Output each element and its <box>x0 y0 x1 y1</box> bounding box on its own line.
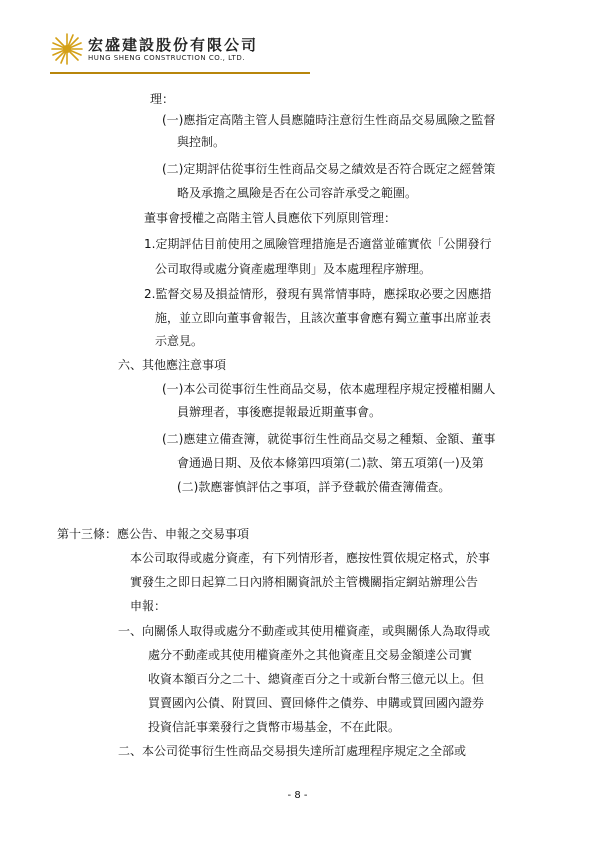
text-line: 施，並立即向董事會報告，且該次董事會應有獨立董事出席並表 <box>155 311 492 325</box>
text-line: 會通過日期、及依本條第四項第(二)款、第五項第(一)及第 <box>177 456 484 470</box>
text-line: (二)款應審慎評估之事項，詳予登載於備查簿備查。 <box>177 480 451 494</box>
text-line: 投資信託事業發行之貨幣市場基金，不在此限。 <box>148 720 401 734</box>
text-line: (二)定期評估從事衍生性商品交易之績效是否符合既定之經營策 <box>162 162 496 176</box>
text-line: 1.定期評估目前使用之風險管理措施是否適當並確實依「公開發行 <box>144 237 492 251</box>
article-heading: 第十三條：應公告、申報之交易事項 <box>57 527 250 541</box>
text-line: (一)應指定高階主管人員應隨時注意衍生性商品交易風險之監督 <box>162 113 496 127</box>
section-heading: 六、其他應注意事項 <box>118 358 227 372</box>
text-line: 與控制。 <box>177 135 226 149</box>
text-line: 本公司取得或處分資產，有下列情形者，應按性質依規定格式，於事 <box>130 551 491 565</box>
text-line: 理： <box>150 92 175 106</box>
text-line: 申報： <box>130 599 167 613</box>
company-name-en: HUNG SHENG CONSTRUCTION CO., LTD. <box>88 54 245 62</box>
text-line: 一、向關係人取得或處分不動產或其使用權資產，或與關係人為取得或 <box>118 624 491 638</box>
text-line: 略及承擔之風險是否在公司容許承受之範圍。 <box>177 186 418 200</box>
text-line: 示意見。 <box>155 334 204 348</box>
text-line: 員辦理者，事後應提報最近期董事會。 <box>177 405 382 419</box>
text-line: 公司取得或處分資產處理準則」及本處理程序辦理。 <box>155 262 432 276</box>
company-header <box>50 30 310 74</box>
text-line: 2.監督交易及損益情形，發現有異常情事時，應採取必要之因應措 <box>144 287 492 301</box>
text-line: (一)本公司從事衍生性商品交易，依本處理程序規定授權相關人 <box>162 382 496 396</box>
company-name: 宏盛建設股份有限公司 <box>88 36 259 54</box>
header-divider <box>50 72 310 74</box>
text-line: 二、本公司從事衍生性商品交易損失達所訂處理程序規定之全部或 <box>118 744 467 758</box>
text-line: 董事會授權之高階主管人員應依下列原則管理： <box>144 211 397 225</box>
text-line: 實發生之即日起算二日內將相關資訊於主管機關指定網站辦理公告 <box>130 575 479 589</box>
sunburst-logo-icon <box>50 32 84 66</box>
text-line: 買賣國內公債、附買回、賣回條件之債券、申購或買回國內證券 <box>148 696 485 710</box>
text-line: 收資本額百分之二十、總資產百分之十或新台幣三億元以上。但 <box>148 672 485 686</box>
text-line: (二)應建立備查簿，就從事衍生性商品交易之種類、金額、董事 <box>162 432 496 446</box>
text-line: 處分不動產或其使用權資產外之其他資產且交易金額達公司實 <box>148 648 473 662</box>
page-number: - 8 - <box>287 790 308 801</box>
